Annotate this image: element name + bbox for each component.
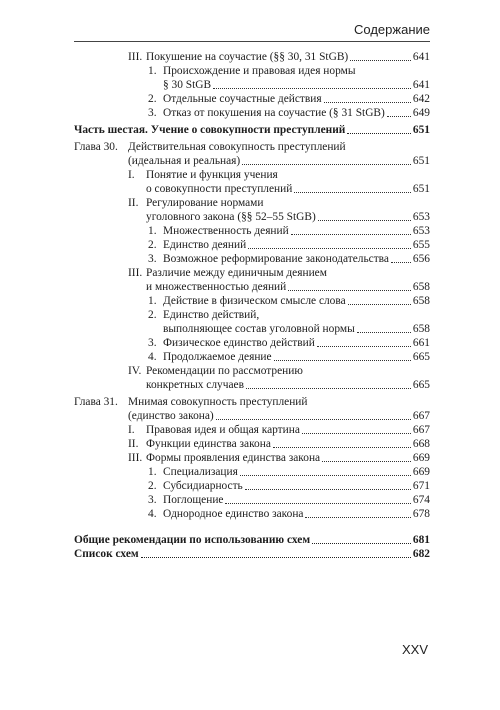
leader-dots	[324, 102, 411, 103]
toc-number: 2.	[148, 93, 157, 105]
toc-entry-title: о совокупности преступлений	[146, 183, 293, 195]
page-number: XXV	[401, 642, 428, 657]
header-rule	[74, 41, 430, 42]
toc-number: I.	[128, 424, 135, 436]
leader-dots	[357, 332, 411, 333]
toc-entry[interactable]	[163, 336, 430, 350]
toc-entry[interactable]	[146, 50, 430, 64]
leader-dots	[245, 489, 411, 490]
toc-entry-title: Часть шестая. Учение о совокупности преступлений	[74, 124, 346, 136]
toc-entry-title-line: Регулирование нормами	[146, 197, 264, 209]
toc-entry[interactable]	[163, 92, 430, 106]
toc-number: 2.	[148, 239, 157, 251]
toc-entry-title: Субсидиарность	[163, 480, 243, 492]
toc-entry-title: Общие рекомендации по использованию схем	[74, 534, 311, 546]
toc-entry-title-line: Понятие и функция учения	[146, 169, 278, 181]
toc-page-number: 665	[412, 351, 430, 363]
toc-entry-title-line: Рекомендации по рассмотрению	[146, 365, 303, 377]
toc-entry-title: Покушение на соучастие (§§ 30, 31 StGB)	[146, 51, 349, 63]
leader-dots	[291, 234, 411, 235]
leader-dots	[294, 192, 411, 193]
toc-number: 1.	[148, 225, 157, 237]
toc-number: II.	[128, 438, 139, 450]
toc-page-number: 668	[412, 438, 430, 450]
toc-entry-title: Действие в физическом смысле слова	[163, 295, 346, 307]
toc-entry[interactable]	[163, 507, 430, 521]
toc-page-number: 655	[412, 239, 430, 251]
leader-dots	[312, 543, 411, 544]
leader-dots	[350, 60, 411, 61]
toc-number: III.	[128, 452, 143, 464]
toc-part-entry[interactable]	[74, 123, 430, 137]
leader-dots	[248, 248, 411, 249]
toc-number: 1.	[148, 65, 157, 77]
toc-entry[interactable]	[146, 437, 430, 451]
leader-dots	[305, 517, 410, 518]
leader-dots	[216, 419, 411, 420]
toc-entry-title-line: Различие между единичным деянием	[146, 267, 327, 279]
toc-entry[interactable]	[163, 322, 430, 336]
toc-entry[interactable]	[163, 350, 430, 364]
toc-number: 2.	[148, 480, 157, 492]
toc-page-number: 665	[412, 379, 430, 391]
leader-dots	[348, 304, 411, 305]
toc-entry-title: Возможное реформирование законодательства	[163, 253, 389, 265]
toc-number: III.	[128, 51, 143, 63]
toc-page-number: 651	[412, 183, 430, 195]
toc-page-number: 658	[412, 323, 430, 335]
toc-number: 1.	[148, 295, 157, 307]
leader-dots	[317, 346, 411, 347]
running-header: Содержание	[354, 22, 430, 37]
toc-chapter-label: Глава 30.	[74, 141, 118, 153]
toc-part-entry[interactable]	[74, 547, 430, 561]
toc-page-number: 653	[412, 225, 430, 237]
toc-entry-title-line: Мнимая совокупность преступлений	[128, 396, 308, 408]
toc-entry[interactable]	[146, 451, 430, 465]
toc-page-number: 661	[412, 337, 430, 349]
toc-page-number: 658	[412, 281, 430, 293]
toc-entry[interactable]	[163, 106, 430, 120]
leader-dots	[273, 447, 411, 448]
toc-entry-title: Физическое единство действий	[163, 337, 315, 349]
toc-entry[interactable]	[146, 280, 430, 294]
leader-dots	[387, 116, 411, 117]
leader-dots	[240, 475, 411, 476]
toc-entry-title: Формы проявления единства закона	[146, 452, 321, 464]
toc-entry-title: Правовая идея и общая картина	[146, 424, 300, 436]
toc-entry-title-line: Действительная совокупность преступлений	[128, 141, 346, 153]
toc-page-number: 681	[412, 534, 430, 546]
toc-entry-title: Список схем	[74, 548, 139, 560]
toc-entry-title: § 30 StGB	[163, 79, 212, 91]
toc-entry-title-line: Единство действий,	[163, 309, 260, 321]
leader-dots	[246, 388, 411, 389]
toc-page-number: 667	[412, 410, 430, 422]
toc-number: 3.	[148, 494, 157, 506]
toc-entry-title: выполняющее состав уголовной нормы	[163, 323, 355, 335]
toc-entry-title: (единство закона)	[128, 410, 214, 422]
toc-page-number: 678	[412, 508, 430, 520]
toc-entry-title: Отказ от покушения на соучастие (§ 31 StGB)	[163, 107, 385, 119]
toc-entry[interactable]	[163, 238, 430, 252]
toc-page-number: 682	[412, 548, 430, 560]
toc-entry-title-line: Происхождение и правовая идея нормы	[163, 65, 356, 77]
toc-page-number: 674	[412, 494, 430, 506]
toc-entry[interactable]	[128, 154, 430, 168]
toc-page-number: 658	[412, 295, 430, 307]
toc-entry[interactable]	[163, 493, 430, 507]
toc-number: 3.	[148, 253, 157, 265]
toc-page-number: 669	[412, 452, 430, 464]
toc-entry-title: и множественностью деяний	[146, 281, 287, 293]
toc-page-number: 641	[412, 79, 430, 91]
toc-number: 1.	[148, 466, 157, 478]
leader-dots	[318, 220, 411, 221]
toc-entry-title: Единство деяний	[163, 239, 247, 251]
toc-number: 2.	[148, 309, 157, 321]
leader-dots	[288, 290, 411, 291]
leader-dots	[141, 557, 411, 558]
leader-dots	[347, 133, 411, 134]
toc-entry-title: Функции единства закона	[146, 438, 271, 450]
toc-part-entry[interactable]	[74, 533, 430, 547]
leader-dots	[302, 433, 411, 434]
leader-dots	[274, 360, 411, 361]
toc-entry-title: Продолжаемое деяние	[163, 351, 272, 363]
toc-number: III.	[128, 267, 143, 279]
toc-entry[interactable]	[163, 465, 430, 479]
toc-page-number: 651	[412, 124, 430, 136]
toc-entry[interactable]	[146, 182, 430, 196]
toc-page-number: 669	[412, 466, 430, 478]
toc-page-number: 649	[412, 107, 430, 119]
toc-page-number: 651	[412, 155, 430, 167]
toc-entry[interactable]	[128, 409, 430, 423]
toc-entry[interactable]	[163, 294, 430, 308]
toc-entry-title: Поглощение	[163, 494, 224, 506]
toc-entry[interactable]	[163, 479, 430, 493]
toc-entry[interactable]	[146, 378, 430, 392]
toc-entry-title: конкретных случаев	[146, 379, 244, 391]
toc-chapter-label: Глава 31.	[74, 396, 118, 408]
toc-number: 4.	[148, 508, 157, 520]
toc-number: 4.	[148, 351, 157, 363]
toc-entry-title: Однородное единство закона	[163, 508, 304, 520]
leader-dots	[391, 262, 411, 263]
toc-entry-title: Множественность деяний	[163, 225, 289, 237]
toc-entry-title: Отдельные соучастные действия	[163, 93, 322, 105]
toc-page-number: 671	[412, 480, 430, 492]
leader-dots	[322, 461, 411, 462]
toc-number: IV.	[128, 365, 142, 377]
toc-page-number: 656	[412, 253, 430, 265]
toc-number: 3.	[148, 337, 157, 349]
toc-page-number: 642	[412, 93, 430, 105]
toc-entry[interactable]	[146, 423, 430, 437]
leader-dots	[225, 503, 410, 504]
toc-entry[interactable]	[163, 224, 430, 238]
toc-page-number: 641	[412, 51, 430, 63]
toc-entry-title: уголовного закона (§§ 52–55 StGB)	[146, 211, 316, 223]
toc-page-number: 667	[412, 424, 430, 436]
toc-number: 3.	[148, 107, 157, 119]
toc-entry[interactable]	[163, 252, 430, 266]
toc-entry-title: (идеальная и реальная)	[128, 155, 241, 167]
toc-entry-title: Специализация	[163, 466, 238, 478]
toc-entry[interactable]	[146, 210, 430, 224]
toc-entry[interactable]	[163, 78, 430, 92]
leader-dots	[213, 88, 411, 89]
toc-number: II.	[128, 197, 139, 209]
toc-page-number: 653	[412, 211, 430, 223]
toc-number: I.	[128, 169, 135, 181]
leader-dots	[242, 164, 411, 165]
